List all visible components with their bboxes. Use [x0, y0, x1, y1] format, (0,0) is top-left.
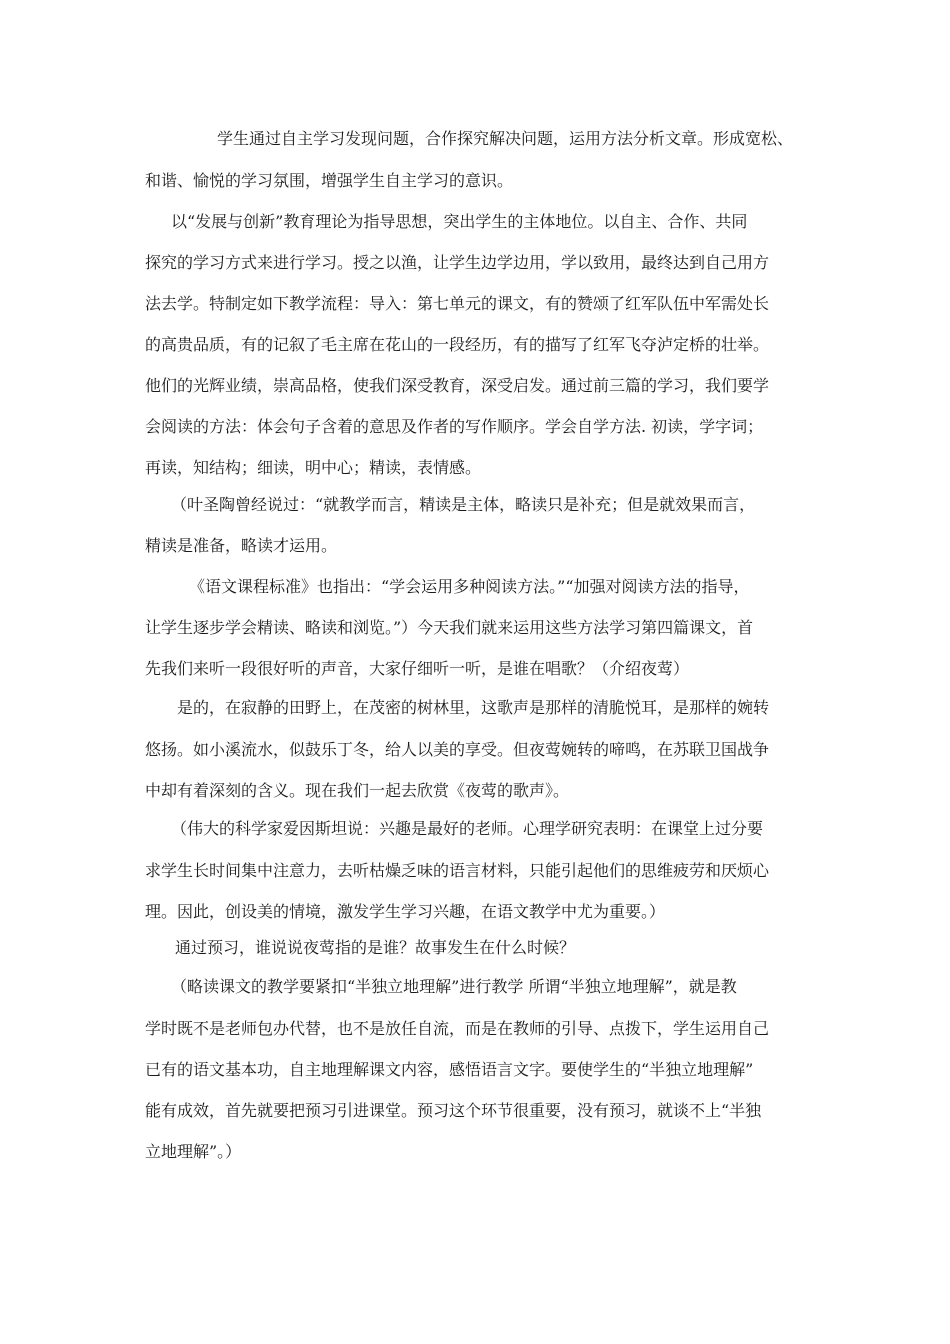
text-line: 先我们来听一段很好听的声音，大家仔细听一听，是谁在唱歌？（介绍夜莺）	[145, 659, 690, 678]
text-line: 学时既不是老师包办代替，也不是放任自流，而是在教师的引导、点拨下，学生运用自己	[145, 1019, 770, 1038]
text-line: 再读，知结构；细读，明中心；精读，表情感。	[145, 458, 482, 477]
text-line: 他们的光辉业绩，崇高品格，使我们深受教育，深受启发。通过前三篇的学习，我们要学	[145, 376, 770, 395]
text-line: 理。因此，创设美的情境，激发学生学习兴趣，在语文教学中尤为重要。）	[145, 902, 666, 921]
text-line: 已有的语文基本功，自主地理解课文内容，感悟语言文字。要使学生的“半独立地理解”	[145, 1060, 754, 1079]
text-line: 会阅读的方法：体会句子含着的意思及作者的写作顺序。学会自学方法. 初读，学字词；	[145, 417, 764, 436]
text-line: 让学生逐步学会精读、略读和浏览。”）今天我们就来运用这些方法学习第四篇课文，首	[145, 618, 754, 637]
text-line: 是的，在寂静的田野上，在茂密的树林里，这歌声是那样的清脆悦耳，是那样的婉转	[177, 698, 770, 717]
text-line: 中却有着深刻的含义。现在我们一起去欣赏《夜莺的歌声》。	[145, 781, 570, 800]
text-line: （略读课文的教学要紧扣“半独立地理解”进行教学 所谓“半独立地理解”，就是教	[171, 977, 737, 996]
text-line: 能有成效，首先就要把预习引进课堂。预习这个环节很重要，没有预习，就谈不上“半独	[145, 1101, 762, 1120]
text-line: 《语文课程标准》也指出：“学会运用多种阅读方法。”“加强对阅读方法的指导，	[189, 577, 750, 596]
text-line: （伟大的科学家爱因斯坦说：兴趣是最好的老师。心理学研究表明：在课堂上过分要	[171, 819, 764, 838]
text-line: 通过预习，谁说说夜莺指的是谁？故事发生在什么时候？	[175, 938, 576, 957]
text-line: 悠扬。如小溪流水，似鼓乐丁冬，给人以美的享受。但夜莺婉转的啼鸣，在苏联卫国战争	[145, 740, 770, 759]
text-line: 学生通过自主学习发现问题，合作探究解决问题，运用方法分析文章。形成宽松、	[217, 129, 794, 148]
text-line: 求学生长时间集中注意力，去听枯燥乏味的语言材料，只能引起他们的思维疲劳和厌烦心	[145, 861, 770, 880]
text-line: 的高贵品质，有的记叙了毛主席在花山的一段经历，有的描写了红军飞夺泸定桥的壮举。	[145, 335, 770, 354]
text-line: 探究的学习方式来进行学习。授之以渔，让学生边学边用，学以致用，最终达到自己用方	[145, 253, 770, 272]
text-line: 以“发展与创新”教育理论为指导思想，突出学生的主体地位。以自主、合作、共同	[171, 212, 748, 231]
text-line: 精读是准备，略读才运用。	[145, 536, 338, 555]
text-line: （叶圣陶曾经说过：“就教学而言，精读是主体，略读只是补充；但是就效果而言，	[171, 495, 756, 514]
text-line: 立地理解”。）	[145, 1142, 242, 1161]
text-line: 和谐、愉悦的学习氛围，增强学生自主学习的意识。	[145, 171, 514, 190]
text-line: 法去学。特制定如下教学流程：导入：第七单元的课文，有的赞颂了红军队伍中军需处长	[145, 294, 770, 313]
